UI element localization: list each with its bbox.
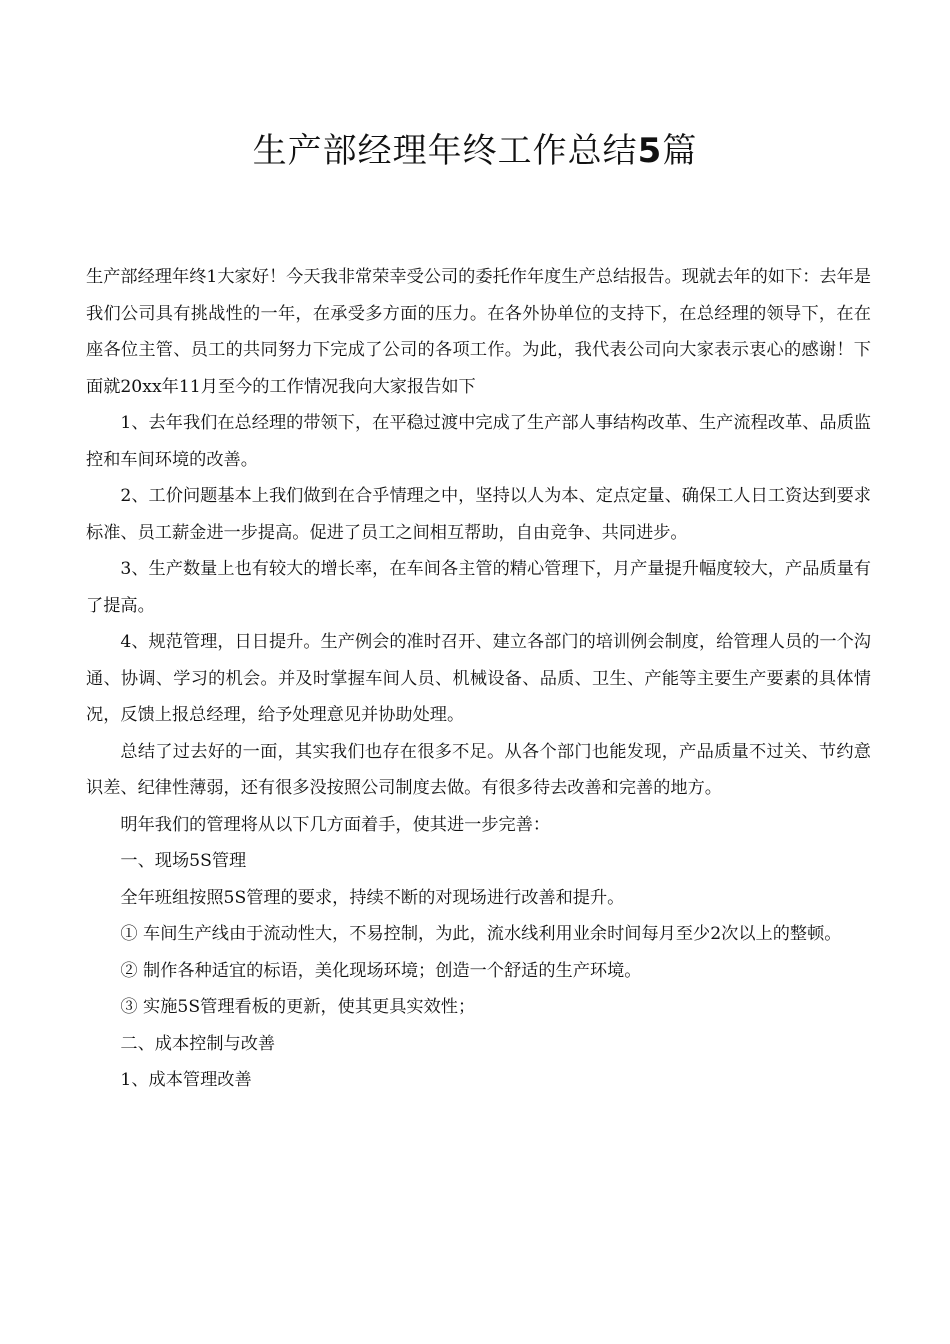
paragraph: ① 车间生产线由于流动性大，不易控制，为此，流水线利用业余时间每月至少2次以上的整顿。	[120, 924, 842, 944]
paragraph: 1、去年我们在总经理的带领下，在平稳过渡中完成了生产部人事结构改革、生产流程改革、品质监控和车间环境的改善。	[86, 413, 871, 470]
paragraph: 明年我们的管理将从以下几方面着手，使其进一步完善：	[120, 814, 551, 835]
paragraph: ③ 实施5S管理看板的更新，使其更具实效性；	[120, 997, 476, 1017]
paragraph: ② 制作各种适宜的标语，美化现场环境；创造一个舒适的生产环境。	[120, 960, 642, 981]
paragraph: 总结了过去好的一面，其实我们也存在很多不足。从各个部门也能发现，产品质量不过关、节约意识差、纪律性薄弱，还有很多没按照公司制度去做。有很多待去改善和完善的地方。	[86, 741, 871, 798]
title-text: 生产部经理年终工作总结	[252, 131, 638, 171]
paragraph: 全年班组按照5S管理的要求，持续不断的对现场进行改善和提升。	[120, 887, 625, 908]
page-title	[0, 128, 950, 174]
title-suffix: 篇	[662, 131, 698, 171]
paragraph: 3、生产数量上也有较大的增长率，在车间各主管的精心管理下，月产量提升幅度较大，产品质量有了提高。	[86, 559, 871, 616]
paragraph: 4、规范管理，日日提升。生产例会的准时召开、建立各部门的培训例会制度，给管理人员的一个沟通、协调、学习的机会。并及时掌握车间人员、机械设备、品质、卫生、产能等主要生产要素的具体情况，反馈上报总经理，给予处理意见并协助处理。	[86, 632, 871, 725]
title-number: 5	[637, 131, 663, 171]
paragraph: 1、成本管理改善	[120, 1070, 252, 1090]
paragraph: 生产部经理年终1大家好！今天我非常荣幸受公司的委托作年度生产总结报告。现就去年的如下：去年是我们公司具有挑战性的一年，在承受多方面的压力。在各外协单位的支持下，在总经理的领导下，在在座各位主管、员工的共同努力下完成了公司的各项工作。为此，我代表公司向大家表示衷心的感谢！下面就20xx年11月至今的工作情况我向大家报告如下	[86, 267, 871, 397]
document-body	[86, 259, 871, 1099]
paragraph: 一、现场5S管理	[120, 851, 247, 871]
paragraph: 二、成本控制与改善	[120, 1033, 276, 1054]
paragraph: 2、工价问题基本上我们做到在合乎情理之中，坚持以人为本、定点定量、确保工人日工资达到要求标准、员工薪金进一步提高。促进了员工之间相互帮助，自由竞争、共同进步。	[86, 486, 871, 543]
